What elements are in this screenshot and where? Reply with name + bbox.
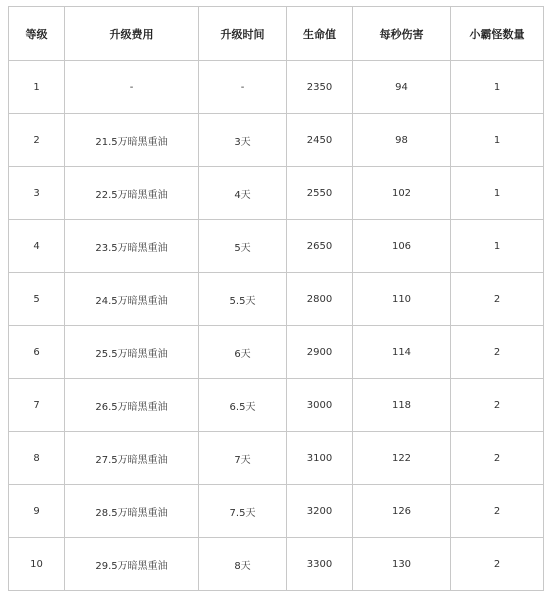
cell-level: 7 [9, 379, 65, 432]
cell-upgrade-time: - [199, 61, 287, 114]
cell-minion-count: 2 [451, 379, 544, 432]
cell-minion-count: 1 [451, 61, 544, 114]
cell-level: 3 [9, 167, 65, 220]
cell-damage-per-second: 126 [353, 485, 451, 538]
header-upgrade-time: 升级时间 [199, 7, 287, 61]
cell-level: 10 [9, 538, 65, 591]
table-row [9, 432, 544, 485]
cell-hitpoints: 3100 [287, 432, 353, 485]
cell-level: 8 [9, 432, 65, 485]
cell-upgrade-time: 3天 [199, 114, 287, 167]
cell-upgrade-time: 5.5天 [199, 273, 287, 326]
cell-hitpoints: 2900 [287, 326, 353, 379]
table-row [9, 167, 544, 220]
cell-damage-per-second: 130 [353, 538, 451, 591]
cell-damage-per-second: 122 [353, 432, 451, 485]
cell-damage-per-second: 106 [353, 220, 451, 273]
cell-upgrade-cost: 27.5万暗黑重油 [65, 432, 199, 485]
cell-minion-count: 2 [451, 326, 544, 379]
cell-level: 4 [9, 220, 65, 273]
cell-upgrade-time: 7.5天 [199, 485, 287, 538]
cell-minion-count: 2 [451, 273, 544, 326]
cell-damage-per-second: 114 [353, 326, 451, 379]
cell-minion-count: 2 [451, 432, 544, 485]
cell-hitpoints: 2800 [287, 273, 353, 326]
header-upgrade-cost: 升级费用 [65, 7, 199, 61]
cell-upgrade-cost: 21.5万暗黑重油 [65, 114, 199, 167]
cell-level: 6 [9, 326, 65, 379]
table-row [9, 538, 544, 591]
table-row [9, 485, 544, 538]
header-level: 等级 [9, 7, 65, 61]
cell-hitpoints: 3000 [287, 379, 353, 432]
header-hitpoints: 生命值 [287, 7, 353, 61]
table-row [9, 61, 544, 114]
cell-hitpoints: 3300 [287, 538, 353, 591]
cell-upgrade-time: 8天 [199, 538, 287, 591]
cell-level: 1 [9, 61, 65, 114]
cell-level: 9 [9, 485, 65, 538]
cell-level: 2 [9, 114, 65, 167]
cell-upgrade-cost: 29.5万暗黑重油 [65, 538, 199, 591]
cell-damage-per-second: 102 [353, 167, 451, 220]
cell-upgrade-cost: 24.5万暗黑重油 [65, 273, 199, 326]
cell-damage-per-second: 110 [353, 273, 451, 326]
cell-hitpoints: 2550 [287, 167, 353, 220]
table-row [9, 220, 544, 273]
cell-upgrade-cost: 23.5万暗黑重油 [65, 220, 199, 273]
table-row [9, 114, 544, 167]
cell-upgrade-cost: 25.5万暗黑重油 [65, 326, 199, 379]
cell-upgrade-cost: 28.5万暗黑重油 [65, 485, 199, 538]
cell-hitpoints: 2650 [287, 220, 353, 273]
cell-upgrade-cost: 22.5万暗黑重油 [65, 167, 199, 220]
cell-damage-per-second: 98 [353, 114, 451, 167]
cell-minion-count: 2 [451, 485, 544, 538]
cell-damage-per-second: 94 [353, 61, 451, 114]
cell-upgrade-time: 6.5天 [199, 379, 287, 432]
cell-hitpoints: 2450 [287, 114, 353, 167]
table-row [9, 326, 544, 379]
cell-hitpoints: 2350 [287, 61, 353, 114]
cell-upgrade-time: 5天 [199, 220, 287, 273]
cell-level: 5 [9, 273, 65, 326]
table-row [9, 379, 544, 432]
cell-hitpoints: 3200 [287, 485, 353, 538]
cell-upgrade-cost: - [65, 61, 199, 114]
cell-upgrade-time: 4天 [199, 167, 287, 220]
cell-minion-count: 2 [451, 538, 544, 591]
header-minion-count: 小霸怪数量 [451, 7, 544, 61]
cell-minion-count: 1 [451, 220, 544, 273]
cell-upgrade-time: 7天 [199, 432, 287, 485]
level-stats-table [8, 6, 544, 591]
cell-minion-count: 1 [451, 114, 544, 167]
cell-damage-per-second: 118 [353, 379, 451, 432]
cell-upgrade-time: 6天 [199, 326, 287, 379]
cell-upgrade-cost: 26.5万暗黑重油 [65, 379, 199, 432]
table-row [9, 273, 544, 326]
level-stats-table-container [8, 6, 543, 591]
table-header-row [9, 7, 544, 61]
header-damage-per-second: 每秒伤害 [353, 7, 451, 61]
cell-minion-count: 1 [451, 167, 544, 220]
